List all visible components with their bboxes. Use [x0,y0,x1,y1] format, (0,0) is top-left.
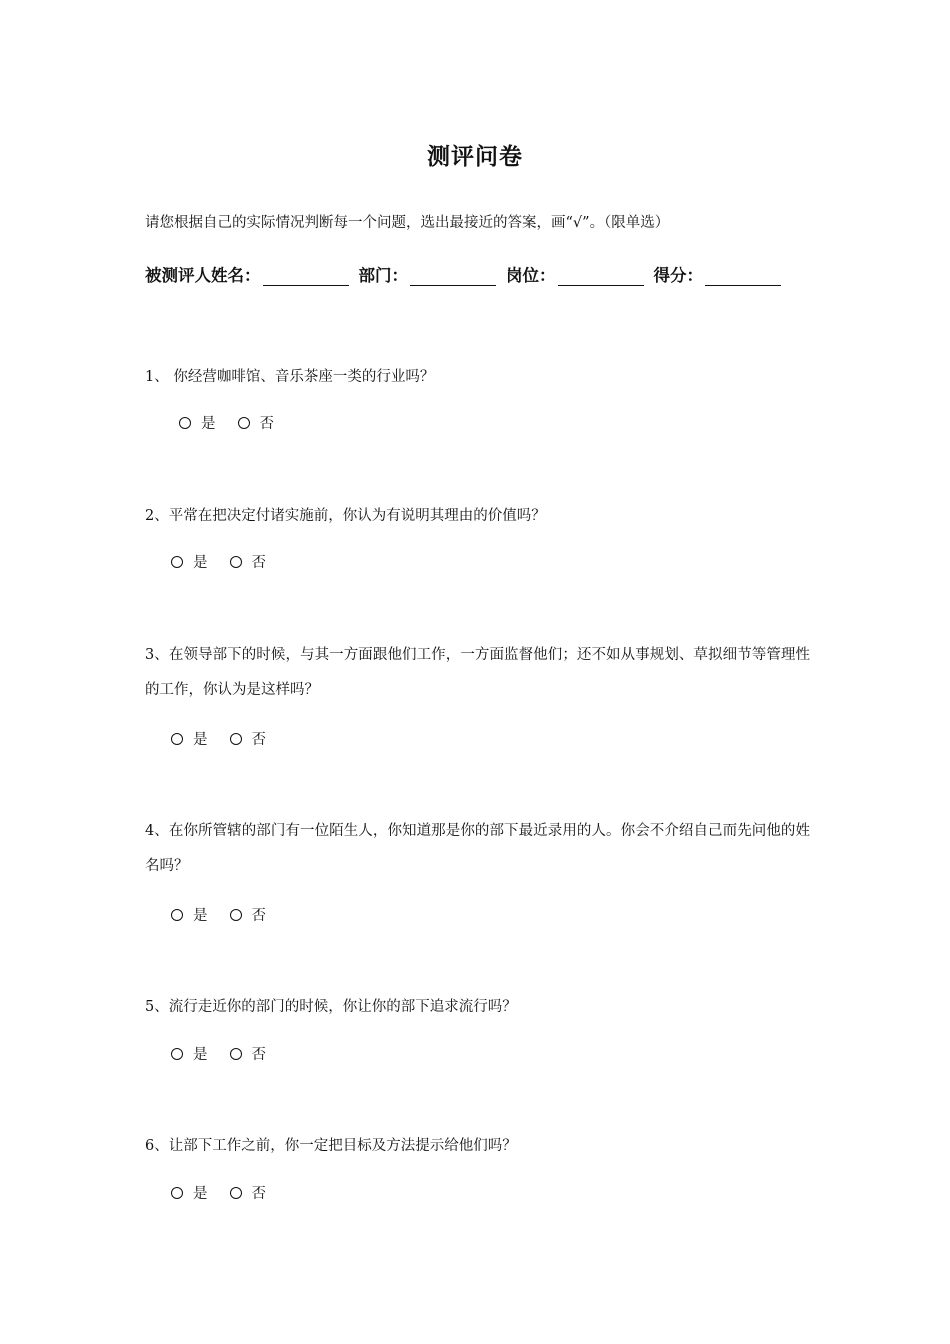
name-blank[interactable] [263,267,349,286]
option-yes-label: 是 [193,1047,208,1063]
radio-circle-icon[interactable] [230,1187,242,1199]
radio-circle-icon[interactable] [230,733,242,745]
q1-option-no[interactable] [238,412,275,433]
position-label: 岗位： [506,266,556,285]
question-6: 6、让部下工作之前，你一定把目标及方法提示给他们吗？ [145,1138,517,1154]
name-field [145,262,349,286]
q3-option-yes[interactable] [171,728,208,749]
question-4: 4、在你所管辖的部门有一位陌生人，你知道那是你的部下最近录用的人。你会不介绍自己而先问他的姓名吗？ [145,823,810,874]
q5-option-yes[interactable] [171,1043,208,1064]
q1-option-yes[interactable] [179,412,216,433]
question-4-options [171,904,288,925]
radio-circle-icon[interactable] [171,556,183,568]
q6-option-yes[interactable] [171,1182,208,1203]
question-2-options [171,551,288,572]
radio-circle-icon[interactable] [230,556,242,568]
department-label: 部门： [358,266,408,285]
radio-circle-icon[interactable] [230,1048,242,1060]
instruction-text: 请您根据自己的实际情况判断每一个问题，选出最接近的答案，画“√”。（限单选） [145,215,670,231]
position-blank[interactable] [558,267,644,286]
option-no-label: 否 [251,1047,266,1063]
option-yes-label: 是 [201,416,216,432]
option-yes-label: 是 [193,732,208,748]
q4-option-no[interactable] [230,904,267,925]
question-3: 3、在领导部下的时候，与其一方面跟他们工作，一方面监督他们；还不如从事规划、草拟细节等管理性的工作，你认为是这样吗？ [145,647,810,698]
page-title: 测评问卷 [427,144,523,170]
option-yes-label: 是 [193,908,208,924]
q6-option-no[interactable] [230,1182,267,1203]
option-no-label: 否 [251,1186,266,1202]
option-yes-label: 是 [193,1186,208,1202]
question-6-options [171,1182,288,1203]
name-label: 被测评人姓名： [145,266,261,285]
position-field [506,262,644,286]
q2-option-yes[interactable] [171,551,208,572]
q3-option-no[interactable] [230,728,267,749]
respondent-info-row [145,262,791,286]
question-3-options [171,728,288,749]
question-5: 5、流行走近你的部门的时候，你让你的部下追求流行吗？ [145,999,517,1015]
radio-circle-icon[interactable] [171,1187,183,1199]
q4-option-yes[interactable] [171,904,208,925]
score-blank[interactable] [705,267,781,286]
option-no-label: 否 [259,416,274,432]
score-field [654,262,782,286]
option-no-label: 否 [251,732,266,748]
department-blank[interactable] [410,267,496,286]
radio-circle-icon[interactable] [179,417,191,429]
question-5-options [171,1043,288,1064]
question-1-options [179,412,296,433]
question-2: 2、平常在把决定付诸实施前，你认为有说明其理由的价值吗？ [145,508,546,524]
radio-circle-icon[interactable] [238,417,250,429]
department-field [359,262,497,286]
option-no-label: 否 [251,908,266,924]
radio-circle-icon[interactable] [171,909,183,921]
option-no-label: 否 [251,555,266,571]
q2-option-no[interactable] [230,551,267,572]
option-yes-label: 是 [193,555,208,571]
question-1: 1、 你经营咖啡馆、音乐茶座一类的行业吗？ [145,369,435,385]
radio-circle-icon[interactable] [230,909,242,921]
score-label: 得分： [653,266,703,285]
q5-option-no[interactable] [230,1043,267,1064]
radio-circle-icon[interactable] [171,1048,183,1060]
radio-circle-icon[interactable] [171,733,183,745]
